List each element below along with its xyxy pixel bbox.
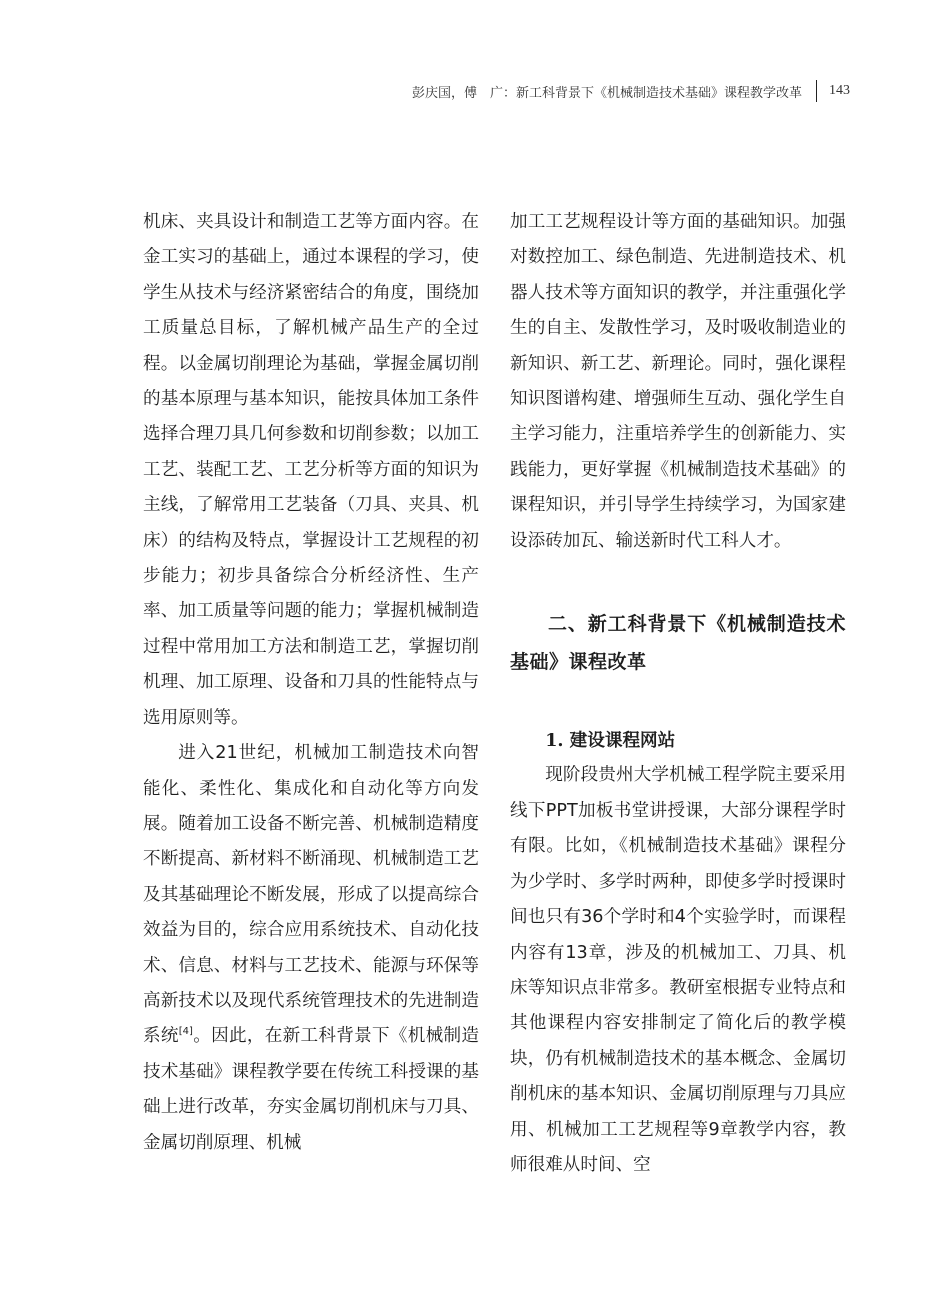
running-header: [412, 80, 850, 102]
citation-4: [4]: [178, 1026, 193, 1038]
right-paragraph-2: 现阶段贵州大学机械工程学院主要采用线下PPT加板书堂讲授课，大部分课程学时有限。比如，《机械制造技术基础》课程分为少学时、多学时两种，即使多学时授课时间也只有36个学时和4个实验学时，而课程内容有13章，涉及的机械加工、刀具、机床等知识点非常多。教研室根据专业特点和其他课程内容安排制定了简化后的教学模块，仍有机械制造技术的基本概念、金属切削机床的基本知识、金属切削原理与刀具应用、机械加工工艺规程等9章教学内容，教师很难从时间、空: [510, 765, 846, 1175]
right-paragraph-1: 加工工艺规程设计等方面的基础知识。加强对数控加工、绿色制造、先进制造技术、机器人技术等方面知识的教学，并注重强化学生的自主、发散性学习，及时吸收制造业的新知识、新工艺、新理论。同时，强化课程知识图谱构建、增强师生互动、强化学生自主学习能力，注重培养学生的创新能力、实践能力，更好掌握《机械制造技术基础》的课程知识，并引导学生持续学习，为国家建设添砖加瓦、输送新时代工科人才。: [510, 212, 846, 551]
subsection-title: 1. 建设课程网站: [545, 730, 676, 752]
page-number: 143: [829, 83, 850, 98]
left-paragraph-2-text-a: 进入21世纪，机械加工制造技术向智能化、柔性化、集成化和自动化等方向发展。随着加工设备不断完善、机械制造精度不断提高、新材料不断涌现、机械制造工艺及其基础理论不断发展，形成了以提高综合效益为目的，综合应用系统技术、自动化技术、信息、材料与工艺技术、能源与环保等高新技术以及现代系统管理技术的先进制造系统: [143, 743, 479, 1047]
header-divider: [816, 80, 817, 102]
left-column: [143, 205, 479, 1161]
right-column: [510, 205, 846, 1183]
left-paragraph-2-text-b: 。因此，在新工科背景下《机械制造技术基础》课程教学要在传统工科授课的基础上进行改革，夯实金属切削机床与刀具、金属切削原理、机械: [143, 1026, 479, 1153]
section-title: 二、新工科背景下《机械制造技术基础》课程改革: [510, 613, 846, 674]
left-paragraph-1: 机床、夹具设计和制造工艺等方面内容。在金工实习的基础上，通过本课程的学习，使学生从技术与经济紧密结合的角度，围绕加工质量总目标，了解机械产品生产的全过程。以金属切削理论为基础，掌握金属切削的基本原理与基本知识，能按具体加工条件选择合理刀具几何参数和切削参数；以加工工艺、装配工艺、工艺分析等方面的知识为主线，了解常用工艺装备（刀具、夹具、机床）的结构及特点，掌握设计工艺规程的初步能力；初步具备综合分析经济性、生产率、加工质量等问题的能力；掌握机械制造过程中常用加工方法和制造工艺，掌握切削机理、加工原理、设备和刀具的性能特点与选用原则等。: [143, 212, 479, 728]
left-paragraph-2: [143, 736, 479, 1161]
running-title: 彭庆国，傅 广：新工科背景下《机械制造技术基础》课程教学改革: [411, 85, 802, 101]
